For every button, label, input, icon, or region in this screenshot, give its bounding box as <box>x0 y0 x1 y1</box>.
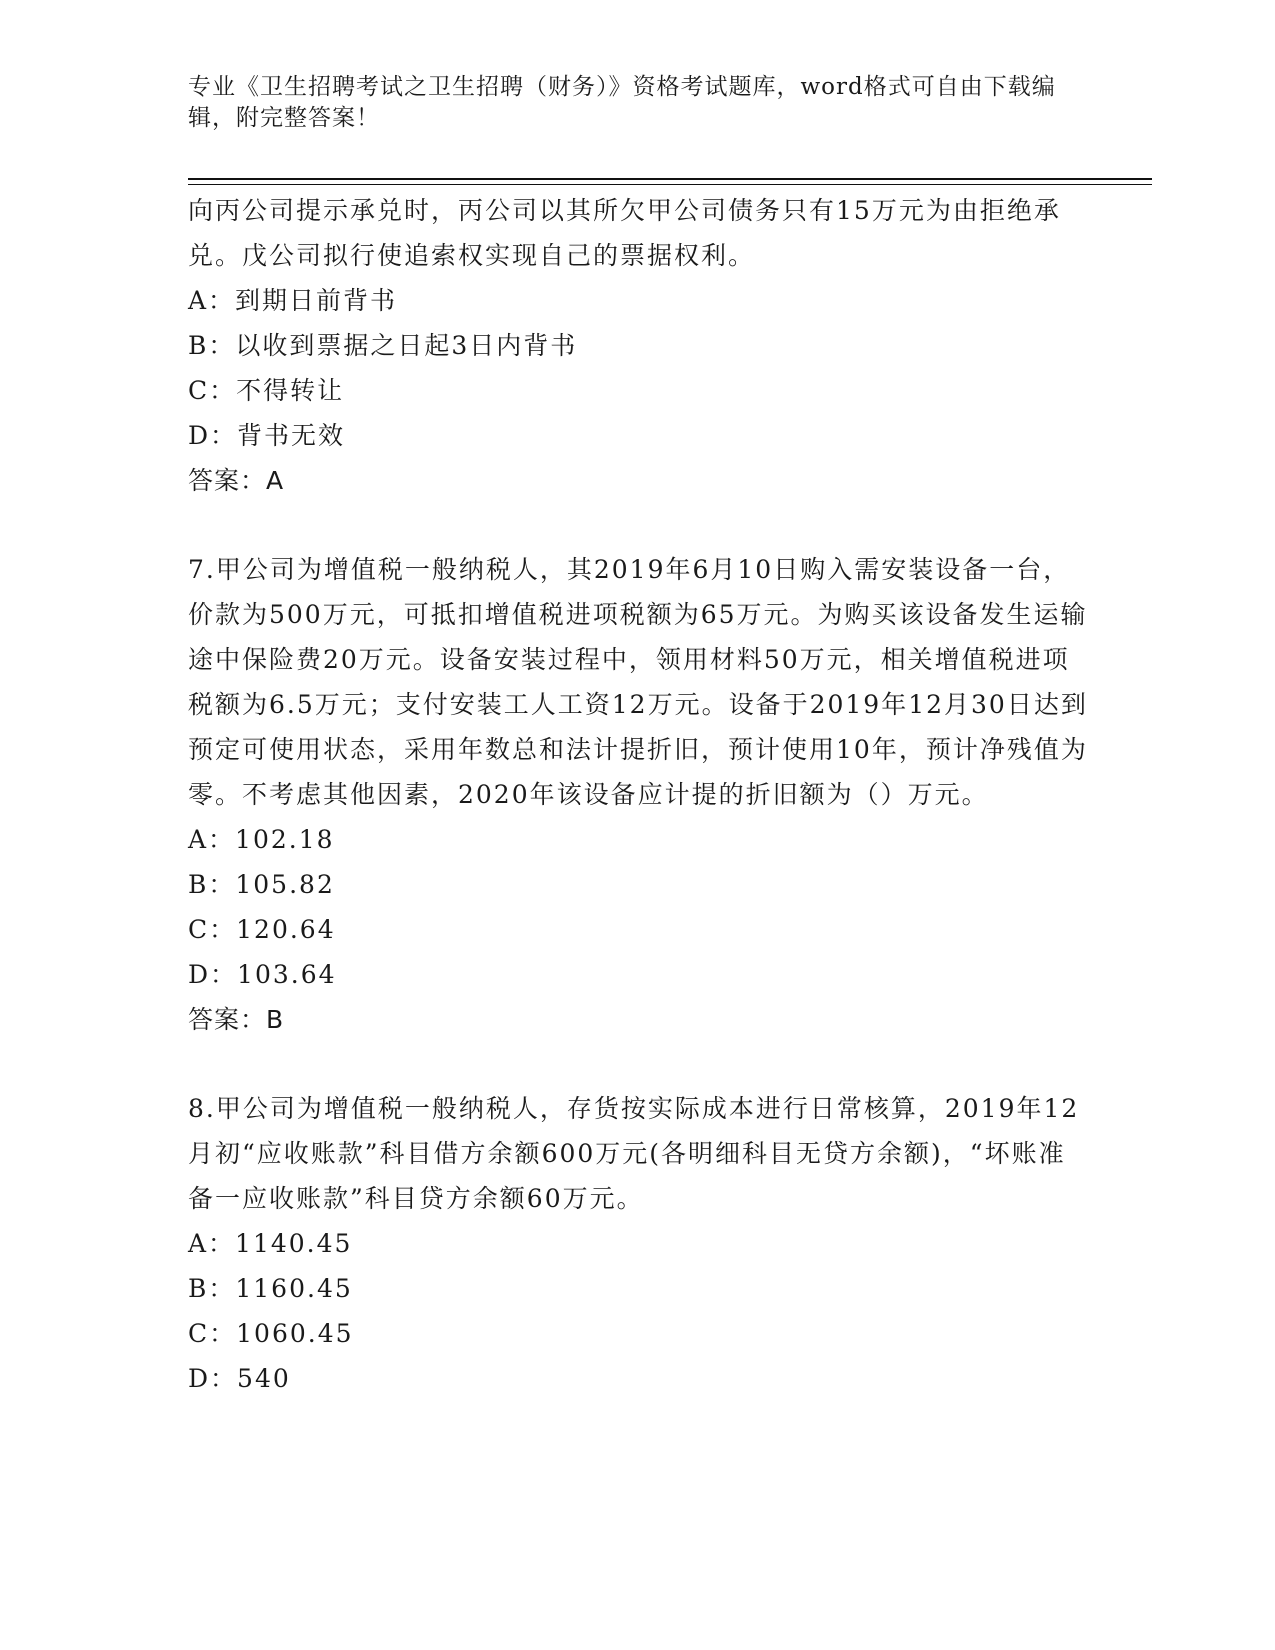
question-6-answer: 答案：A <box>188 466 285 495</box>
question-7-answer: 答案：B <box>188 1005 285 1034</box>
question-8 <box>188 1086 1088 1401</box>
question-8-option-a: A：1140.45 <box>188 1229 353 1258</box>
spacer <box>188 1042 1088 1086</box>
question-6 <box>188 188 1088 503</box>
question-8-option-d: D：540 <box>188 1364 291 1393</box>
header-divider-thin <box>188 184 1152 185</box>
question-7-option-a: A：102.18 <box>188 825 335 854</box>
question-8-option-c: C：1060.45 <box>188 1319 354 1348</box>
question-6-option-b: B：以收到票据之日起3日内背书 <box>188 331 578 360</box>
question-7-option-d: D：103.64 <box>188 960 337 989</box>
header-divider-thick <box>188 178 1152 180</box>
question-8-stem: 8.甲公司为增值税一般纳税人，存货按实际成本进行日常核算，2019年12月初“应收账款”科目借方余额600万元(各明细科目无贷方余额)，“坏账准备一应收账款”科目贷方余额60万元。 <box>188 1094 1080 1213</box>
question-6-option-c: C：不得转让 <box>188 376 345 405</box>
document-header: 专业《卫生招聘考试之卫生招聘（财务）》资格考试题库，word格式可自由下载编辑，附完整答案！ <box>188 74 1056 131</box>
question-7 <box>188 547 1088 1042</box>
question-8-option-b: B：1160.45 <box>188 1274 353 1303</box>
question-7-option-c: C：120.64 <box>188 915 336 944</box>
question-content <box>188 188 1088 1401</box>
question-6-option-d: D：背书无效 <box>188 421 346 450</box>
question-7-stem: 7.甲公司为增值税一般纳税人，其2019年6月10日购入需安装设备一台，价款为500万元，可抵扣增值税进项税额为65万元。为购买该设备发生运输途中保险费20万元。设备安装过程中，领用材料50万元，相关增值税进项税额为6.5万元；支付安装工人工资12万元。设备于2019年12月30日达到预定可使用状态，采用年数总和法计提折旧，预计使用10年，预计净残值为零。不考虑其他因素，2020年该设备应计提的折旧额为（）万元。 <box>188 555 1088 809</box>
question-7-option-b: B：105.82 <box>188 870 335 899</box>
spacer <box>188 503 1088 547</box>
question-6-option-a: A：到期日前背书 <box>188 286 398 315</box>
question-6-stem: 向丙公司提示承兑时，丙公司以其所欠甲公司债务只有15万元为由拒绝承兑。戊公司拟行使追索权实现自己的票据权利。 <box>188 196 1061 270</box>
